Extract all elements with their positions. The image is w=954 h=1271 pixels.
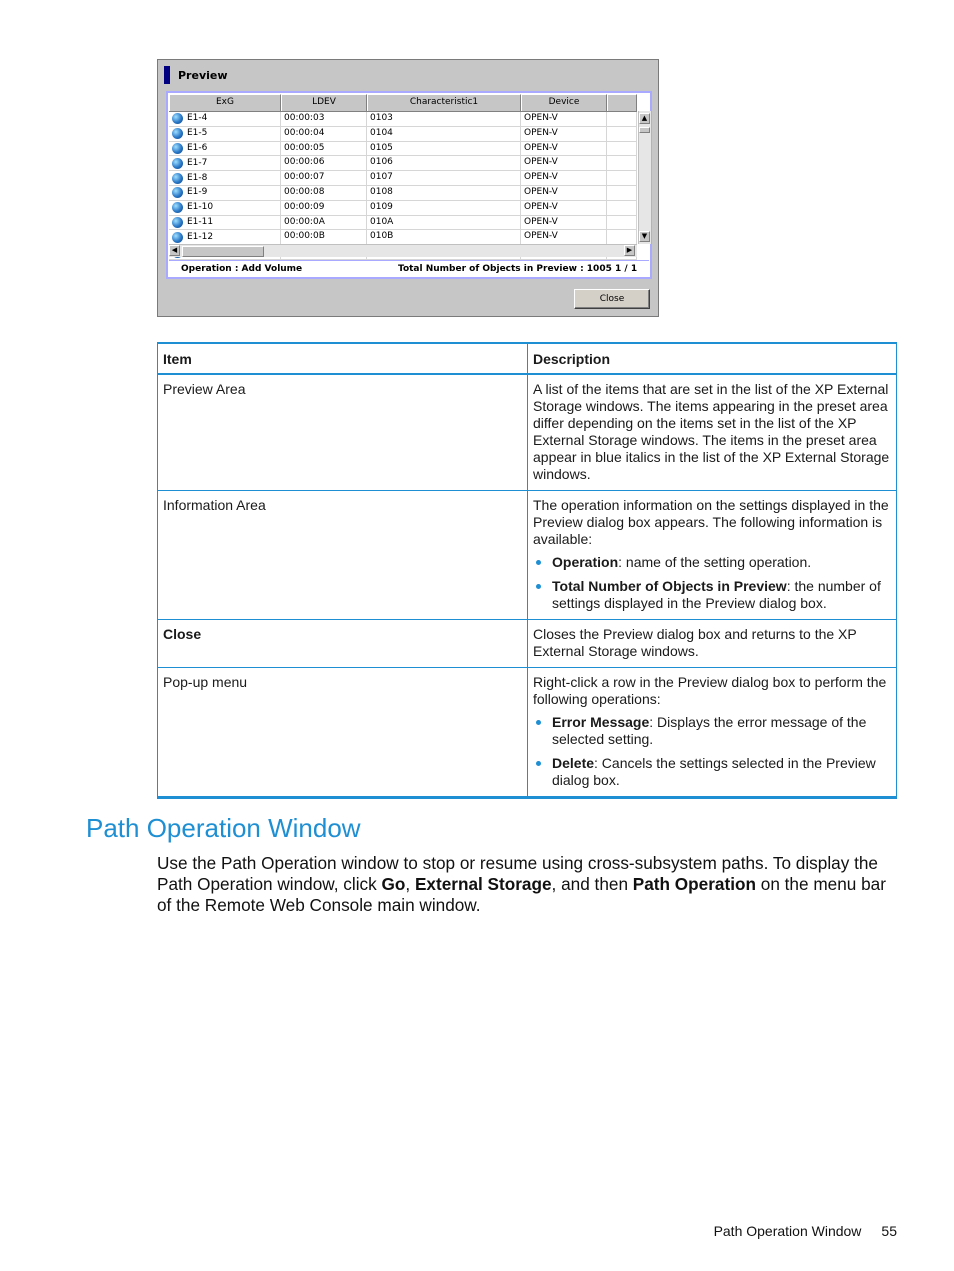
term-text: : name of the setting operation. — [618, 554, 812, 570]
col-header-characteristic1[interactable]: Characteristic1 — [367, 94, 521, 111]
cell-ldev: 00:00:08 — [281, 186, 367, 200]
cell-characteristic1: 0107 — [367, 171, 521, 185]
footer-title: Path Operation Window — [713, 1223, 862, 1239]
cell-extra — [607, 171, 637, 185]
table-row[interactable] — [169, 112, 637, 127]
total-objects-label: Total Number of Objects in Preview : 1005 — [398, 264, 612, 274]
row-item-close-text: Close — [163, 626, 202, 642]
menu-term-external-storage: External Storage — [414, 874, 552, 894]
grid-body — [169, 112, 637, 260]
volume-globe-icon — [172, 217, 183, 228]
cell-exg — [169, 216, 281, 230]
col-header-device[interactable]: Device — [521, 94, 607, 111]
cell-characteristic1: 0106 — [367, 156, 521, 170]
dialog-title-text: Preview — [178, 68, 228, 82]
table-row[interactable] — [169, 230, 637, 245]
cell-device: OPEN-V — [521, 230, 607, 244]
scroll-up-arrow-icon[interactable]: ▲ — [639, 113, 650, 124]
cell-characteristic1: 010A — [367, 216, 521, 230]
cell-extra — [607, 230, 637, 244]
cell-exg — [169, 142, 281, 156]
row-item-information-area: Information Area — [158, 491, 528, 620]
cell-extra — [607, 127, 637, 141]
cell-device: OPEN-V — [521, 186, 607, 200]
page-footer — [0, 1223, 897, 1239]
row-desc-popup-menu — [528, 668, 897, 798]
dialog-title — [164, 66, 228, 84]
title-accent-bar — [164, 66, 170, 84]
list-item — [533, 714, 891, 748]
header-item: Item — [158, 343, 528, 374]
cell-device: OPEN-V — [521, 156, 607, 170]
table-row[interactable] — [169, 142, 637, 157]
term-text: : the number of settings displayed in the Preview dialog box. — [552, 578, 881, 611]
cell-text: E1-9 — [187, 187, 208, 198]
cell-characteristic1: 0104 — [367, 127, 521, 141]
menu-term-path-operation: Path Operation — [632, 874, 756, 894]
col-header-extra[interactable] — [607, 94, 637, 111]
page-number: 55 — [881, 1223, 897, 1239]
row-desc-close: Closes the Preview dialog box and returns to the XP External Storage windows. — [528, 620, 897, 668]
desc-text: Right-click a row in the Preview dialog box to perform the following operations: — [533, 674, 887, 707]
cell-text: E1-4 — [187, 113, 208, 124]
scroll-down-arrow-icon[interactable]: ▼ — [639, 231, 650, 242]
cell-characteristic1: 0103 — [367, 112, 521, 126]
cell-text: E1-12 — [187, 231, 214, 242]
cell-text: E1-7 — [187, 157, 208, 168]
para-text: Use the Path Operation window to stop or resume using cross-subsystem paths. To display the Path Operation window, click — [157, 853, 878, 894]
list-item — [533, 554, 891, 571]
horizontal-scrollbar[interactable] — [169, 244, 637, 257]
volume-globe-icon — [172, 187, 183, 198]
operation-label: Operation : Add Volume — [181, 264, 303, 274]
cell-ldev: 00:00:04 — [281, 127, 367, 141]
row-item-close — [158, 620, 528, 668]
row-item-popup-menu: Pop-up menu — [158, 668, 528, 798]
table-row — [158, 491, 897, 620]
preview-area — [166, 91, 652, 279]
cell-characteristic1: 0105 — [367, 142, 521, 156]
row-desc-preview-area: A list of the items that are set in the list of the XP External Storage windows. The items appearing in the preset area differ depending on the items set in the list of the XP External Storage windows. The items in the preset area appear in blue italics in the list of the XP External Storage windows. — [528, 374, 897, 491]
preview-grid[interactable] — [169, 94, 637, 244]
section-paragraph — [157, 853, 902, 916]
page-indicator: 1 / 1 — [615, 264, 638, 274]
cell-ldev: 00:00:07 — [281, 171, 367, 185]
cell-device: OPEN-V — [521, 142, 607, 156]
cell-exg — [169, 112, 281, 126]
cell-ldev: 00:00:05 — [281, 142, 367, 156]
menu-term-go: Go — [381, 874, 406, 894]
cell-device: OPEN-V — [521, 216, 607, 230]
cell-exg — [169, 127, 281, 141]
cell-ldev: 00:00:0B — [281, 230, 367, 244]
term-delete: Delete — [552, 755, 595, 771]
table-row[interactable] — [169, 216, 637, 231]
volume-globe-icon — [172, 232, 183, 243]
cell-ldev: 00:00:03 — [281, 112, 367, 126]
cell-extra — [607, 156, 637, 170]
cell-text: E1-8 — [187, 172, 208, 183]
desc-text: The operation information on the settings displayed in the Preview dialog box appears. The following information is available: — [533, 497, 889, 547]
table-row[interactable] — [169, 201, 637, 216]
cell-characteristic1: 0108 — [367, 186, 521, 200]
cell-text: E1-5 — [187, 128, 208, 139]
cell-device: OPEN-V — [521, 112, 607, 126]
header-description: Description — [528, 343, 897, 374]
row-item-preview-area: Preview Area — [158, 374, 528, 491]
col-header-exg[interactable]: ExG — [169, 94, 281, 111]
scroll-thumb[interactable] — [639, 127, 650, 133]
cell-exg — [169, 186, 281, 200]
cell-text: E1-11 — [187, 216, 214, 227]
volume-globe-icon — [172, 128, 183, 139]
bullet-list — [533, 714, 891, 789]
vertical-scrollbar[interactable] — [638, 111, 651, 244]
table-row[interactable] — [169, 127, 637, 142]
grid-header — [169, 94, 637, 112]
cell-characteristic1: 010B — [367, 230, 521, 244]
cell-extra — [607, 142, 637, 156]
term-total-objects: Total Number of Objects in Preview — [552, 578, 787, 594]
preview-dialog — [157, 59, 659, 317]
cell-device: OPEN-V — [521, 171, 607, 185]
col-header-ldev[interactable]: LDEV — [281, 94, 367, 111]
term-operation: Operation — [552, 554, 619, 570]
bullet-list — [533, 554, 891, 612]
cell-extra — [607, 216, 637, 230]
cell-ldev: 00:00:0A — [281, 216, 367, 230]
volume-globe-icon — [172, 173, 183, 184]
cell-text: E1-10 — [187, 202, 214, 213]
term-text: : Cancels the settings selected in the Preview dialog box. — [552, 755, 876, 788]
cell-extra — [607, 201, 637, 215]
cell-exg — [169, 171, 281, 185]
cell-extra — [607, 186, 637, 200]
volume-globe-icon — [172, 202, 183, 213]
table-row — [158, 620, 897, 668]
cell-exg — [169, 230, 281, 244]
table-row[interactable] — [169, 171, 637, 186]
volume-globe-icon — [172, 158, 183, 169]
term-error-message: Error Message — [552, 714, 650, 730]
cell-characteristic1: 0109 — [367, 201, 521, 215]
table-row — [158, 374, 897, 491]
table-row[interactable] — [169, 186, 637, 201]
table-row — [158, 668, 897, 798]
cell-text: E1-6 — [187, 142, 208, 153]
description-table — [157, 342, 897, 799]
term-text: : Displays the error message of the selected setting. — [552, 714, 867, 747]
list-item — [533, 578, 891, 612]
section-heading: Path Operation Window — [86, 813, 361, 843]
para-text: , and then — [551, 874, 633, 894]
information-area — [169, 260, 649, 277]
cell-ldev: 00:00:09 — [281, 201, 367, 215]
scroll-right-arrow-icon[interactable]: ▶ — [624, 245, 635, 256]
row-desc-information-area — [528, 491, 897, 620]
list-item — [533, 755, 891, 789]
cell-exg — [169, 201, 281, 215]
table-header-row — [158, 343, 897, 374]
table-row[interactable] — [169, 156, 637, 171]
cell-device: OPEN-V — [521, 127, 607, 141]
close-button[interactable]: Close — [574, 289, 650, 309]
horizontal-scroll-thumb[interactable] — [182, 246, 264, 257]
scroll-left-arrow-icon[interactable]: ◀ — [169, 245, 180, 256]
volume-globe-icon — [172, 143, 183, 154]
para-text: on the menu bar of the Remote Web Console main window. — [157, 874, 886, 915]
cell-exg — [169, 156, 281, 170]
volume-globe-icon — [172, 113, 183, 124]
cell-extra — [607, 112, 637, 126]
cell-device: OPEN-V — [521, 201, 607, 215]
cell-ldev: 00:00:06 — [281, 156, 367, 170]
para-text: , — [405, 874, 415, 894]
